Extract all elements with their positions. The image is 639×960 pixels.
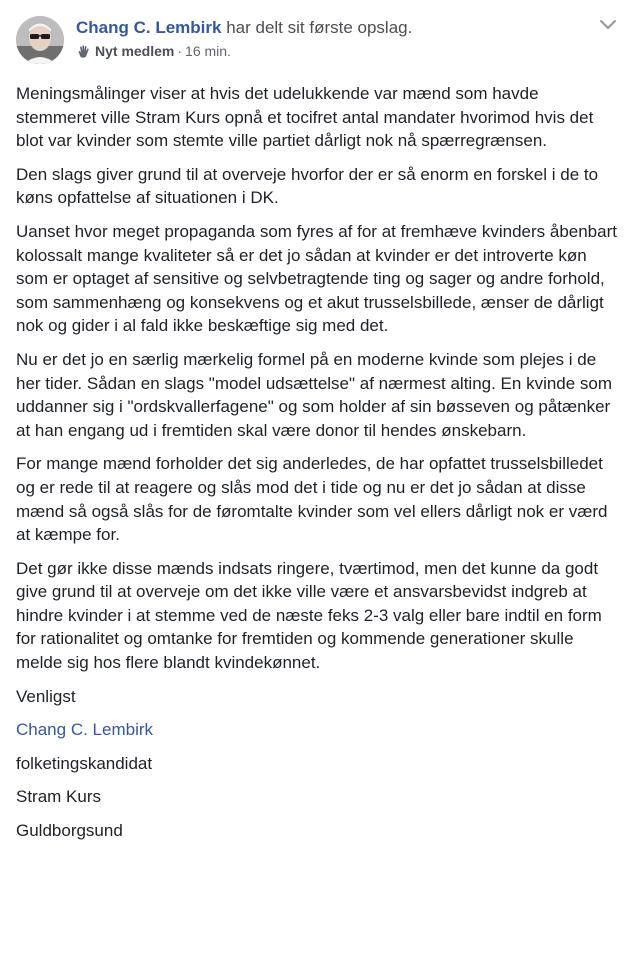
new-member-badge: Nyt medlem [95, 43, 175, 59]
wave-hand-icon [76, 44, 91, 59]
post-header [16, 14, 623, 74]
signature-name [16, 718, 617, 742]
post-paragraph: Meningsmålinger viser at hvis det udelukkende var mænd som havde stemmeret ville Stram Kurs opnå et tocifret antal mandater hvorimod hvis det blot var kvinder som stemte ville partiet dårligt nok nå spærregrænsen. [16, 84, 594, 151]
post-timestamp[interactable]: 16 min. [185, 43, 231, 59]
post-paragraph: Den slags giver grund til at overveje hvorfor der er så enorm en forskel i de to køns opfattelse af situationen i DK. [16, 164, 599, 208]
signature-party: Stram Kurs [16, 787, 102, 807]
signature-title: folketingskandidat [16, 753, 153, 773]
post-action-text: har delt sit første opslag. [221, 18, 413, 37]
meta-separator: · [177, 43, 183, 59]
post-meta [76, 14, 412, 60]
post-subline [76, 42, 412, 60]
signature-greeting: Venligst [16, 686, 76, 706]
author-avatar[interactable] [16, 16, 64, 64]
chevron-down-icon[interactable] [599, 18, 617, 32]
post-paragraph: Det gør ikke disse mænds indsats ringere, tværtimod, men det kunne da godt give grund til at overveje om det ikke ville være et ansvarsbevidst indgreb at hindre kvinder i at stemme ved de næste feks 2-3 valg eller bare indtil en form for rationalitet og omtanke for fremtiden og kommende generationer skulle melde sig hos flere blandt kvindekønnet. [16, 558, 602, 673]
avatar-photo [16, 16, 64, 64]
post-paragraph: Nu er det jo en særlig mærkelig formel på en moderne kvinde som plejes i de her tider. Sådan en slags "model udsættelse" af nærmest alting. En kvinde som uddanner sig i "ordskvallerfagene" og som holder af sin bøsseven og påtænker at han engang ud i fremtiden skal være donor til hendes ønskebarn. [16, 349, 613, 440]
post-paragraph: Uanset hvor meget propaganda som fyres af for at fremhæve kvinders åbenbart kolossalt mange kvaliteter så er det jo sådan at kvinder er det introverte køn som er optaget af sensitive og selvbetragtende ting og sager og andre forhold, som sammenhæng og konsekvens og et akut trusselsbillede, ænser de dårligt nok og gider i al fald ikke beskæftige sig med det. [16, 221, 617, 336]
signature-name-link[interactable]: Chang C. Lembirk [16, 720, 154, 740]
signature-location: Guldborgsund [16, 821, 123, 841]
author-name-link[interactable]: Chang C. Lembirk [76, 18, 222, 37]
post-body [16, 82, 623, 843]
post-paragraph: For mange mænd forholder det sig anderledes, de har opfattet trusselsbilledet og er rede til at reagere og slås mod det i tide og nu er det jo sådan at disse mænd så også slås for de føromtalte kvinder som vel ellers dårligt nok er værd at kæmpe for. [16, 454, 608, 545]
author-line [76, 17, 412, 39]
